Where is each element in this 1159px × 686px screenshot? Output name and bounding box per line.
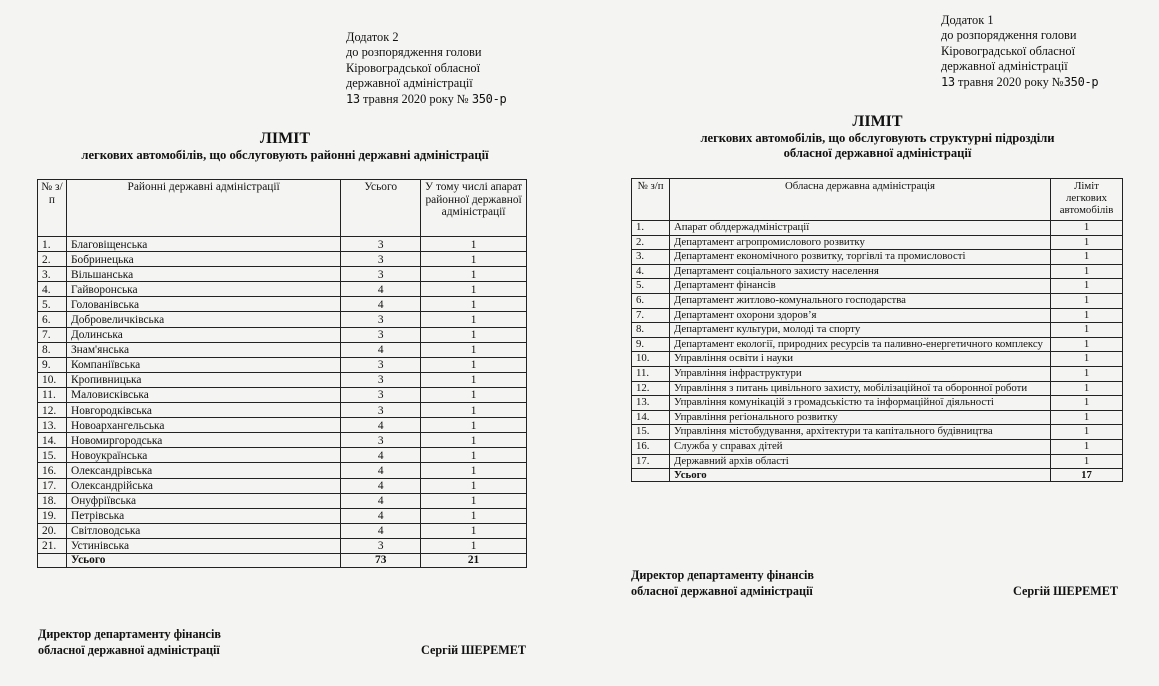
table-row [632,352,1123,367]
row-number: 14. [632,410,670,425]
row-district-name: Новоархангельська [66,418,340,433]
row-department-name: Департамент економічного розвитку, торгівлі та промисловості [669,250,1050,265]
header-apparatus: У тому числі апарат районної державної адміністрації [421,180,527,237]
row-department-name: Департамент культури, молоді та спорту [669,323,1050,338]
table-row [38,327,527,342]
table-row [632,337,1123,352]
table-row [632,439,1123,454]
row-number: 1. [38,237,67,252]
row-number: 12. [38,403,67,418]
table-row [632,425,1123,440]
row-number: 10. [632,352,670,367]
district-limit-table [37,179,527,568]
row-district-name: Знам'янська [66,342,340,357]
row-total: 4 [341,448,421,463]
table-row [38,357,527,372]
row-department-name: Служба у справах дітей [669,439,1050,454]
addendum-1-page [580,0,1159,686]
row-number: 12. [632,381,670,396]
addendum-administration-line: державної адміністрації [941,59,1068,74]
row-number: 17. [38,478,67,493]
date-text: травня 2020 року № [359,91,472,106]
row-apparatus: 1 [421,433,527,448]
row-number: 18. [38,493,67,508]
header-number: № з/п [632,179,670,221]
table-row [38,463,527,478]
row-department-name: Управління інфраструктури [669,366,1050,381]
table-row [632,308,1123,323]
table-row [632,264,1123,279]
row-number: 3. [38,267,67,282]
row-apparatus: 1 [421,357,527,372]
row-number: 5. [38,297,67,312]
row-apparatus: 1 [421,237,527,252]
row-limit: 1 [1051,279,1123,294]
row-district-name: Долинська [66,327,340,342]
row-number: 6. [632,293,670,308]
row-district-name: Гайворонська [66,282,340,297]
row-number: 4. [38,282,67,297]
row-department-name: Департамент житлово-комунального господарства [669,293,1050,308]
row-district-name: Благовіщенська [66,237,340,252]
title-subtitle-line2: обласної державної адміністрації [783,146,972,160]
row-total: 3 [341,327,421,342]
table-row [38,478,527,493]
row-limit: 1 [1051,352,1123,367]
row-limit: 1 [1051,308,1123,323]
header-total: Усього [341,180,421,237]
table-row [38,387,527,402]
table-row [38,448,527,463]
signature-name: Сергій ШЕРЕМЕТ [1013,584,1118,598]
header-department-name: Обласна державна адміністрація [669,179,1050,221]
row-apparatus: 1 [421,448,527,463]
row-total: 3 [341,372,421,387]
row-department-name: Управління комунікацій з громадськістю та інформаційної діяльності [669,396,1050,411]
date-day: 13 [941,74,955,89]
addendum-date-line [346,92,506,107]
table-row [38,508,527,523]
table-row [38,493,527,508]
signature-name: Сергій ШЕРЕМЕТ [421,643,526,657]
row-number: 7. [38,327,67,342]
row-number: 8. [632,323,670,338]
row-number: 8. [38,342,67,357]
row-limit: 1 [1051,454,1123,469]
title-heading: ЛІМІТ [259,130,311,147]
total-value: 17 [1051,469,1123,482]
row-department-name: Управління регіонального розвитку [669,410,1050,425]
addendum-header [941,13,1098,90]
header-limit: Ліміт легкових автомобілів [1051,179,1123,221]
row-district-name: Олександрівська [66,463,340,478]
row-number: 15. [38,448,67,463]
row-district-name: Онуфріївська [66,493,340,508]
table-row [38,267,527,282]
document-title [30,129,540,163]
row-total: 3 [341,538,421,553]
row-total: 4 [341,523,421,538]
row-department-name: Департамент соціального захисту населення [669,264,1050,279]
row-number: 4. [632,264,670,279]
total-value: 73 [341,553,421,567]
row-total: 3 [341,252,421,267]
header-number: № з/п [38,180,67,237]
row-number: 11. [632,366,670,381]
table-row [38,237,527,252]
table-row [632,410,1123,425]
row-department-name: Департамент фінансів [669,279,1050,294]
addendum-administration-line: державної адміністрації [346,76,473,91]
row-district-name: Бобринецька [66,252,340,267]
row-department-name: Державний архів області [669,454,1050,469]
table-row [632,366,1123,381]
row-limit: 1 [1051,425,1123,440]
row-apparatus: 1 [421,463,527,478]
row-district-name: Кропивницька [66,372,340,387]
row-number: 5. [632,279,670,294]
row-number: 13. [38,418,67,433]
row-district-name: Маловисківська [66,387,340,402]
table-total-row [38,553,527,567]
row-number: 14. [38,433,67,448]
row-limit: 1 [1051,439,1123,454]
signature-block [38,626,526,658]
row-number: 16. [632,439,670,454]
district-table-body [38,237,527,554]
addendum-number: Додаток 1 [941,13,994,27]
row-district-name: Петрівська [66,508,340,523]
row-limit: 1 [1051,293,1123,308]
row-number: 17. [632,454,670,469]
row-number: 19. [38,508,67,523]
table-row [38,282,527,297]
row-total: 3 [341,312,421,327]
row-district-name: Вільшанська [66,267,340,282]
signature-position-line1: Директор департаменту фінансів [38,627,221,641]
row-limit: 1 [1051,235,1123,250]
row-apparatus: 1 [421,282,527,297]
row-total: 3 [341,357,421,372]
row-number: 7. [632,308,670,323]
department-table-body [632,221,1123,469]
row-number: 13. [632,396,670,411]
table-header-row [632,179,1123,221]
row-number: 11. [38,387,67,402]
addendum-date-line [941,75,1098,90]
table-row [632,454,1123,469]
table-row [38,342,527,357]
addendum-order-line: до розпорядження голови [346,45,482,60]
decree-number: 350-р [471,91,507,106]
addendum-header [346,30,506,107]
row-number: 6. [38,312,67,327]
row-number: 15. [632,425,670,440]
signature-block [631,567,1118,599]
addendum-region-line: Кіровоградської обласної [346,60,481,75]
row-district-name: Устинівська [66,538,340,553]
table-row [632,279,1123,294]
row-district-name: Добровеличківська [66,312,340,327]
total-empty-cell [38,553,67,567]
row-district-name: Світловодська [66,523,340,538]
row-district-name: Новгородківська [66,403,340,418]
total-empty-cell [632,469,670,482]
row-number: 2. [38,252,67,267]
table-total-row [632,469,1123,482]
row-apparatus: 1 [421,342,527,357]
signature-position-line2: обласної державної адміністрації [631,584,813,598]
row-number: 9. [38,357,67,372]
row-department-name: Департамент агропромислового розвитку [669,235,1050,250]
row-apparatus: 1 [421,523,527,538]
title-heading: ЛІМІТ [852,113,903,130]
table-row [632,235,1123,250]
table-row [38,403,527,418]
row-limit: 1 [1051,264,1123,279]
row-district-name: Голованівська [66,297,340,312]
row-limit: 1 [1051,323,1123,338]
table-row [632,293,1123,308]
row-limit: 1 [1051,381,1123,396]
signature-position-line1: Директор департаменту фінансів [631,568,814,582]
total-label: Усього [669,469,1050,482]
row-apparatus: 1 [421,403,527,418]
row-district-name: Олександрійська [66,478,340,493]
row-limit: 1 [1051,366,1123,381]
table-row [38,312,527,327]
table-row [632,250,1123,265]
row-apparatus: 1 [421,327,527,342]
table-row [38,252,527,267]
row-total: 4 [341,282,421,297]
addendum-region-line: Кіровоградської обласної [941,43,1076,58]
table-row [632,381,1123,396]
row-department-name: Управління освіти і науки [669,352,1050,367]
row-total: 4 [341,463,421,478]
row-limit: 1 [1051,396,1123,411]
row-number: 10. [38,372,67,387]
decree-number: 350-р [1063,74,1099,89]
row-total: 3 [341,433,421,448]
row-district-name: Новоукраїнська [66,448,340,463]
header-district-name: Районні державні адміністрації [66,180,340,237]
row-total: 4 [341,418,421,433]
table-header-row [38,180,527,237]
signature-position-line2: обласної державної адміністрації [38,643,220,657]
date-day: 13 [346,91,360,106]
row-apparatus: 1 [421,493,527,508]
row-total: 4 [341,493,421,508]
addendum-order-line: до розпорядження голови [941,28,1077,43]
table-row [38,538,527,553]
row-number: 2. [632,235,670,250]
table-row [38,297,527,312]
row-total: 3 [341,403,421,418]
row-number: 16. [38,463,67,478]
row-number: 20. [38,523,67,538]
row-total: 3 [341,387,421,402]
row-apparatus: 1 [421,478,527,493]
table-row [38,372,527,387]
row-number: 1. [632,221,670,236]
title-subtitle-line1: легкових автомобілів, що обслуговують структурні підрозділи [700,131,1055,145]
row-department-name: Департамент охорони здоров’я [669,308,1050,323]
row-total: 4 [341,297,421,312]
row-apparatus: 1 [421,387,527,402]
table-row [38,523,527,538]
table-row [38,433,527,448]
row-limit: 1 [1051,221,1123,236]
row-total: 4 [341,478,421,493]
row-department-name: Управління містобудування, архітектури та капітального будівництва [669,425,1050,440]
row-total: 3 [341,237,421,252]
table-row [632,221,1123,236]
row-department-name: Управління з питань цивільного захисту, мобілізаційної та оборонної роботи [669,381,1050,396]
row-district-name: Новомиргородська [66,433,340,448]
document-title [630,112,1125,161]
department-limit-table [631,178,1123,482]
row-total: 4 [341,508,421,523]
row-limit: 1 [1051,337,1123,352]
row-total: 3 [341,267,421,282]
date-text: травня 2020 року № [954,74,1064,89]
row-department-name: Департамент екології, природних ресурсів та паливно-енергетичного комплексу [669,337,1050,352]
total-apparatus-value: 21 [421,553,527,567]
table-row [632,396,1123,411]
row-number: 21. [38,538,67,553]
row-limit: 1 [1051,250,1123,265]
row-total: 4 [341,342,421,357]
row-apparatus: 1 [421,267,527,282]
row-apparatus: 1 [421,312,527,327]
row-apparatus: 1 [421,297,527,312]
row-apparatus: 1 [421,372,527,387]
row-limit: 1 [1051,410,1123,425]
row-apparatus: 1 [421,538,527,553]
table-row [38,418,527,433]
row-number: 3. [632,250,670,265]
row-department-name: Апарат облдержадміністрації [669,221,1050,236]
table-row [632,323,1123,338]
row-apparatus: 1 [421,252,527,267]
row-apparatus: 1 [421,508,527,523]
row-district-name: Компаніївська [66,357,340,372]
row-number: 9. [632,337,670,352]
total-label: Усього [66,553,340,567]
row-apparatus: 1 [421,418,527,433]
addendum-number: Додаток 2 [346,30,399,44]
title-subtitle: легкових автомобілів, що обслуговують районні державні адміністрації [81,148,489,162]
